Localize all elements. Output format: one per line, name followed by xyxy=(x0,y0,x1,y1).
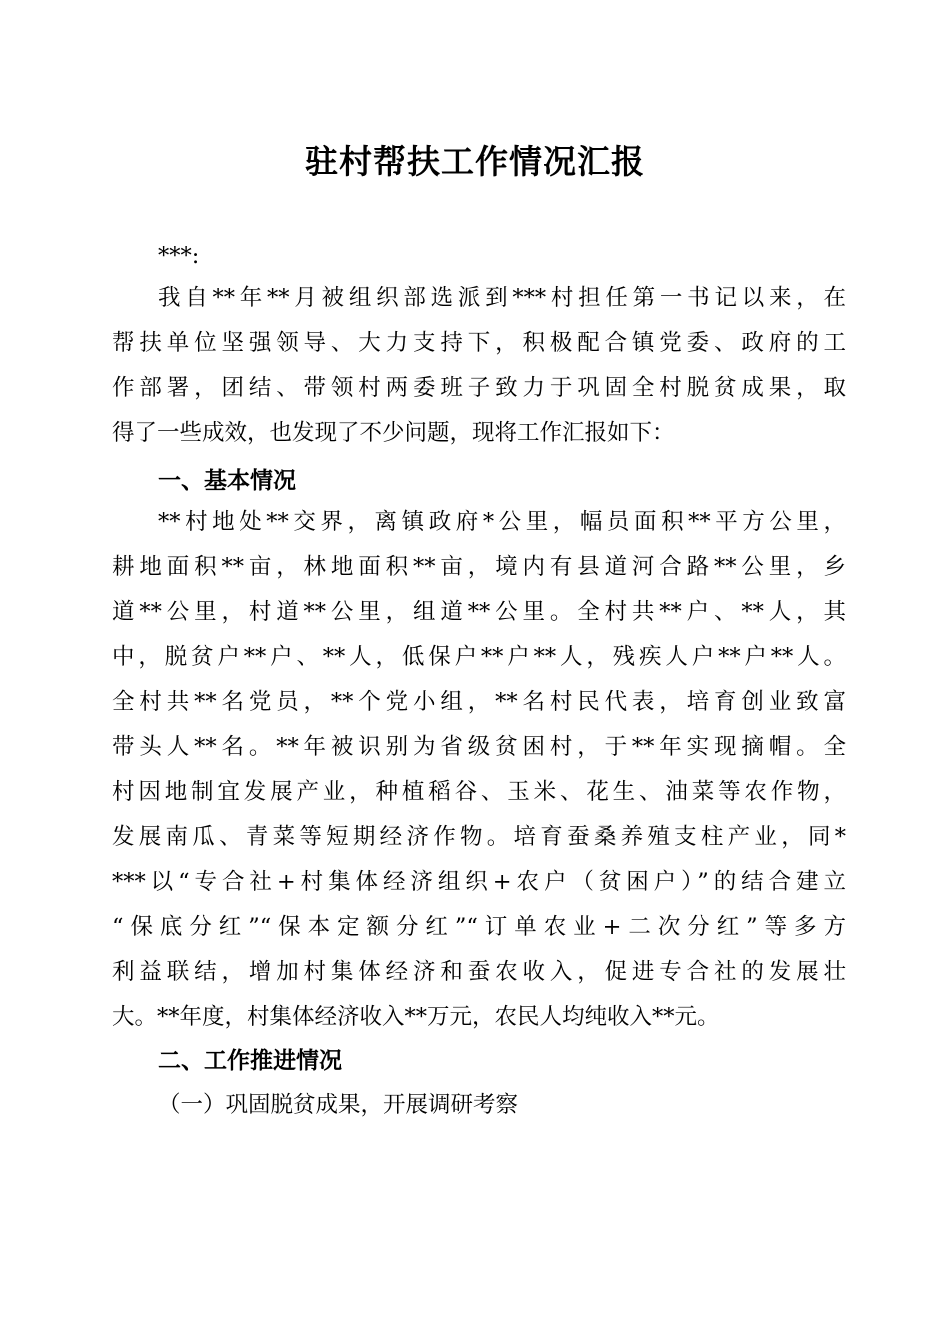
body-line: 全村共**名党员，**个党小组，**名村民代表，培育创业致富 xyxy=(112,689,846,715)
intro-line: 我自**年**月被组织部选派到***村担任第一书记以来，在 xyxy=(158,285,846,311)
intro-line: 得了一些成效，也发现了不少问题，现将工作汇报如下： xyxy=(112,420,675,446)
intro-line: 作部署，团结、带领村两委班子致力于巩固全村脱贫成果，取 xyxy=(112,375,846,401)
body-line: 利益联结，增加村集体经济和蚕农收入，促进专合社的发展壮 xyxy=(112,959,846,985)
intro-line: 帮扶单位坚强领导、大力支持下，积极配合镇党委、政府的工 xyxy=(112,330,846,356)
body-line: “保底分红”“保本定额分红”“订单农业+二次分红”等多方 xyxy=(112,914,846,940)
document-title: 驻村帮扶工作情况汇报 xyxy=(305,142,645,181)
body-line: 带头人**名。**年被识别为省级贫困村，于**年实现摘帽。全 xyxy=(112,734,846,760)
body-line: 中，脱贫户**户、**人，低保户**户**人，残疾人户**户**人。 xyxy=(112,644,846,670)
body-line: 道**公里，村道**公里，组道**公里。全村共**户、**人，其 xyxy=(112,599,846,625)
subsection-heading: （一）巩固脱贫成果，开展调研考察 xyxy=(158,1092,519,1118)
body-line: **村地处**交界，离镇政府*公里，幅员面积**平方公里， xyxy=(158,509,846,535)
section-heading-progress: 二、工作推进情况 xyxy=(158,1048,342,1074)
body-line: 大。**年度，村集体经济收入**万元，农民人均纯收入**元。 xyxy=(112,1004,720,1030)
section-heading-basic: 一、基本情况 xyxy=(158,468,296,494)
body-line: 发展南瓜、青菜等短期经济作物。培育蚕桑养殖支柱产业，同* xyxy=(112,824,846,850)
body-line: 耕地面积**亩，林地面积**亩，境内有县道河合路**公里，乡 xyxy=(112,554,846,580)
salutation: ***: xyxy=(158,243,200,269)
body-line: 村因地制宜发展产业，种植稻谷、玉米、花生、油菜等农作物， xyxy=(112,779,846,805)
body-line: ***以“专合社+村集体经济组织+农户（贫困户）”的结合建立 xyxy=(112,869,846,895)
